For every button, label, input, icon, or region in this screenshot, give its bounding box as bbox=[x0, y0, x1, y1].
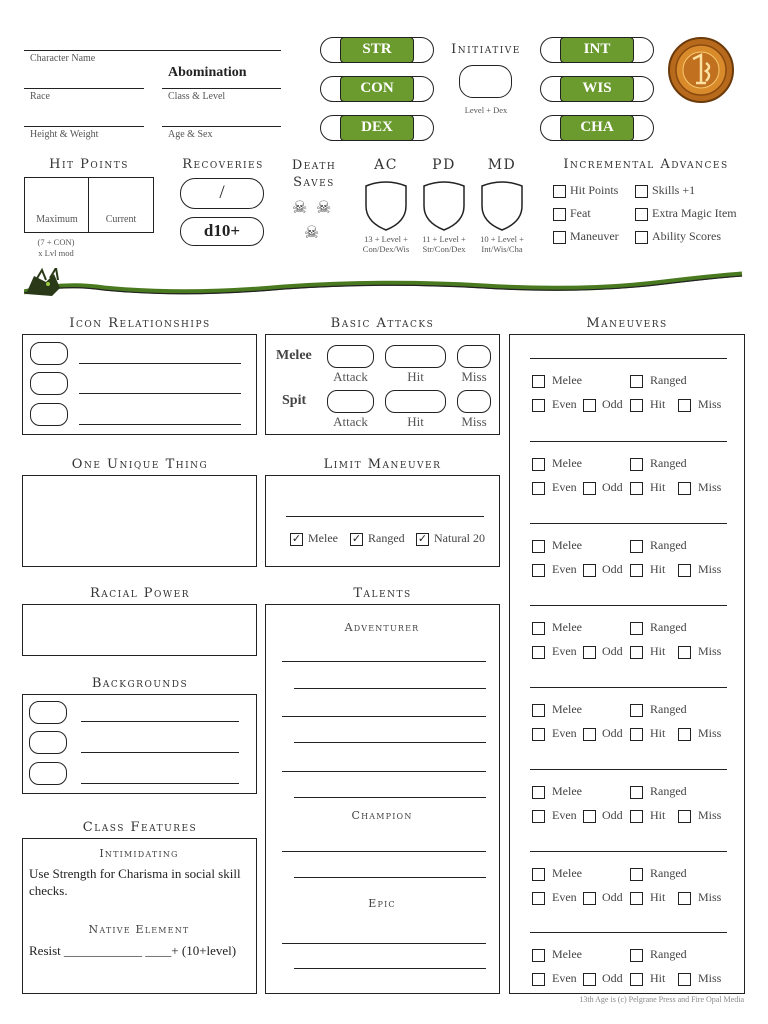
maneuver-even-checkbox[interactable] bbox=[532, 646, 545, 659]
maneuver-hit-label: Hit bbox=[650, 562, 666, 576]
maneuver-even-checkbox[interactable] bbox=[532, 810, 545, 823]
maneuver-melee-checkbox[interactable] bbox=[532, 622, 545, 635]
maneuvers-box bbox=[509, 334, 745, 994]
maneuver-even-label: Even bbox=[552, 397, 577, 411]
ac-shield-icon[interactable] bbox=[362, 178, 410, 237]
maneuver-name-line[interactable] bbox=[530, 851, 727, 852]
class-level-value: Abomination bbox=[168, 65, 247, 80]
limit-maneuver-line[interactable] bbox=[286, 516, 484, 517]
maneuver-miss-label: Miss bbox=[698, 644, 722, 658]
melee-attack-caption: Attack bbox=[333, 369, 368, 384]
race-line[interactable] bbox=[24, 88, 144, 89]
background-line[interactable] bbox=[81, 721, 239, 722]
maneuver-melee-label: Melee bbox=[552, 538, 582, 552]
hp-note-1: (7 + CON) bbox=[37, 237, 75, 247]
maneuver-miss-checkbox[interactable] bbox=[678, 810, 691, 823]
melee-hit-caption: Hit bbox=[407, 369, 424, 384]
maneuver-even-checkbox[interactable] bbox=[532, 482, 545, 495]
talent-line[interactable] bbox=[282, 943, 486, 944]
ac-title: AC bbox=[374, 157, 398, 173]
icon-relationship-points-input[interactable] bbox=[30, 403, 68, 426]
background-points-input[interactable] bbox=[29, 731, 67, 754]
background-points-input[interactable] bbox=[29, 762, 67, 785]
maneuver-odd-label: Odd bbox=[602, 480, 623, 494]
talent-line[interactable] bbox=[294, 688, 486, 689]
limit-maneuver-title: Limit Maneuver bbox=[323, 457, 442, 472]
limit-ranged-checkbox[interactable]: ✓ bbox=[351, 533, 362, 545]
stat-int-label: INT bbox=[560, 37, 634, 63]
maneuver-hit-label: Hit bbox=[650, 644, 666, 658]
maneuver-melee-label: Melee bbox=[552, 620, 582, 634]
maneuver-ranged-label: Ranged bbox=[650, 538, 687, 552]
class-level-line[interactable] bbox=[162, 88, 281, 89]
background-line[interactable] bbox=[81, 752, 239, 753]
pd-title: PD bbox=[432, 157, 456, 173]
feature-intimidating-text: Use Strength for Charisma in social skill checks. bbox=[29, 866, 241, 898]
maneuver-name-line[interactable] bbox=[530, 605, 727, 606]
stat-dex-label: DEX bbox=[340, 115, 414, 141]
icon-relationship-line[interactable] bbox=[79, 424, 241, 425]
race-label: Race bbox=[30, 91, 50, 102]
stat-dex[interactable] bbox=[320, 115, 434, 141]
game-logo-icon bbox=[668, 37, 734, 103]
maneuver-even-checkbox[interactable] bbox=[532, 973, 545, 986]
maneuver-even-label: Even bbox=[552, 808, 577, 822]
spit-miss-input[interactable] bbox=[457, 390, 491, 413]
maneuver-odd-label: Odd bbox=[602, 562, 623, 576]
maneuver-name-line[interactable] bbox=[530, 769, 727, 770]
stat-cha-label: CHA bbox=[560, 115, 634, 141]
maneuver-even-label: Even bbox=[552, 480, 577, 494]
talent-line[interactable] bbox=[294, 797, 486, 798]
icon-relationship-line[interactable] bbox=[79, 363, 241, 364]
stat-con[interactable] bbox=[320, 76, 434, 102]
recoveries-title: Recoveries bbox=[182, 157, 264, 172]
maneuver-odd-label: Odd bbox=[602, 890, 623, 904]
talent-line[interactable] bbox=[294, 877, 486, 878]
maneuver-melee-label: Melee bbox=[552, 456, 582, 470]
maneuver-even-checkbox[interactable] bbox=[532, 399, 545, 412]
stat-str[interactable] bbox=[320, 37, 434, 63]
stat-wis-label: WIS bbox=[560, 76, 634, 102]
backgrounds-box bbox=[22, 694, 257, 794]
advance-skills-checkbox[interactable] bbox=[635, 185, 648, 198]
melee-attack-input[interactable] bbox=[327, 345, 374, 368]
icon-relationships-box bbox=[22, 334, 257, 435]
md-shield-icon[interactable] bbox=[478, 178, 526, 237]
maneuver-melee-checkbox[interactable] bbox=[532, 458, 545, 471]
talent-line[interactable] bbox=[294, 968, 486, 969]
feature-native-element-title: Native Element bbox=[88, 923, 190, 936]
talent-champion-title: Champion bbox=[351, 809, 413, 822]
maneuver-ranged-checkbox[interactable] bbox=[630, 868, 643, 881]
icon-relationship-points-input[interactable] bbox=[30, 372, 68, 395]
pd-note: 11 + Level + Str/Con/Dex bbox=[422, 234, 466, 255]
melee-hit-input[interactable] bbox=[385, 345, 446, 368]
maneuver-hit-label: Hit bbox=[650, 726, 666, 740]
pd-shield-icon[interactable] bbox=[420, 178, 468, 237]
class-features-title: Class Features bbox=[82, 820, 198, 835]
maneuver-odd-label: Odd bbox=[602, 808, 623, 822]
backgrounds-title: Backgrounds bbox=[91, 676, 189, 691]
copyright-footer: 13th Age is (c) Pelgrane Press and Fire Opal Media bbox=[579, 995, 744, 1004]
maneuver-melee-label: Melee bbox=[552, 947, 582, 961]
death-saves-title-2: Saves bbox=[293, 175, 335, 190]
advance-label: Extra Magic Item bbox=[652, 206, 737, 220]
maneuver-melee-checkbox[interactable] bbox=[532, 949, 545, 962]
maneuver-even-checkbox[interactable] bbox=[532, 728, 545, 741]
class-level-label: Class & Level bbox=[168, 91, 226, 102]
maneuver-hit-checkbox[interactable] bbox=[630, 646, 643, 659]
melee-attack-label: Melee bbox=[276, 348, 312, 363]
recovery-die-input[interactable]: d10+ bbox=[180, 217, 264, 246]
maneuver-miss-label: Miss bbox=[698, 808, 722, 822]
maneuver-odd-checkbox[interactable] bbox=[583, 482, 596, 495]
maneuver-ranged-checkbox[interactable] bbox=[630, 458, 643, 471]
talent-line[interactable] bbox=[282, 771, 486, 772]
spit-attack-caption: Attack bbox=[333, 414, 368, 429]
height-weight-line[interactable] bbox=[24, 126, 144, 127]
maneuver-miss-checkbox[interactable] bbox=[678, 973, 691, 986]
maneuver-hit-checkbox[interactable] bbox=[630, 482, 643, 495]
stat-int[interactable] bbox=[540, 37, 654, 63]
basic-attacks-title: Basic Attacks bbox=[330, 316, 435, 331]
ac-note: 13 + Level + Con/Dex/Wis bbox=[362, 234, 410, 255]
racial-power-box[interactable] bbox=[22, 604, 257, 656]
maneuver-ranged-checkbox[interactable] bbox=[630, 949, 643, 962]
advance-hit-points-checkbox[interactable] bbox=[553, 185, 566, 198]
death-saves-title-1: Death bbox=[291, 158, 337, 173]
talents-title: Talents bbox=[353, 586, 412, 601]
talent-epic-title: Epic bbox=[368, 897, 396, 910]
maneuver-hit-label: Hit bbox=[650, 808, 666, 822]
hp-note-2: x Lvl mod bbox=[38, 248, 74, 258]
limit-natural20-checkbox[interactable]: ✓ bbox=[417, 533, 428, 545]
feature-native-element-text: Resist ____________ ____+ (10+level) bbox=[29, 943, 237, 958]
hp-maximum-label: Maximum bbox=[36, 214, 78, 225]
maneuver-odd-checkbox[interactable] bbox=[583, 973, 596, 986]
maneuver-name-line[interactable] bbox=[530, 441, 727, 442]
maneuver-ranged-label: Ranged bbox=[650, 373, 687, 387]
maneuver-ranged-label: Ranged bbox=[650, 456, 687, 470]
maneuver-hit-checkbox[interactable] bbox=[630, 564, 643, 577]
maneuver-hit-checkbox[interactable] bbox=[630, 973, 643, 986]
maneuver-miss-label: Miss bbox=[698, 562, 722, 576]
death-save-skull-icon[interactable]: ☠ bbox=[316, 198, 332, 217]
advance-label: Skills +1 bbox=[652, 183, 696, 197]
maneuver-miss-label: Miss bbox=[698, 890, 722, 904]
stat-str-label: STR bbox=[340, 37, 414, 63]
maneuver-melee-label: Melee bbox=[552, 702, 582, 716]
talent-line[interactable] bbox=[282, 851, 486, 852]
advance-ability-scores-checkbox[interactable] bbox=[635, 231, 648, 244]
maneuver-odd-checkbox[interactable] bbox=[583, 892, 596, 905]
maneuver-miss-checkbox[interactable] bbox=[678, 646, 691, 659]
maneuver-hit-checkbox[interactable] bbox=[630, 728, 643, 741]
talent-line[interactable] bbox=[282, 661, 486, 662]
spit-hit-input[interactable] bbox=[385, 390, 446, 413]
character-name-label: Character Name bbox=[30, 53, 96, 64]
maneuver-even-label: Even bbox=[552, 726, 577, 740]
maneuver-name-line[interactable] bbox=[530, 932, 727, 933]
maneuver-hit-checkbox[interactable] bbox=[630, 892, 643, 905]
advance-label: Hit Points bbox=[570, 183, 619, 197]
talent-line[interactable] bbox=[282, 716, 486, 717]
maneuver-melee-checkbox[interactable] bbox=[532, 540, 545, 553]
maneuver-odd-label: Odd bbox=[602, 397, 623, 411]
hp-current-label: Current bbox=[105, 214, 137, 225]
stat-cha[interactable] bbox=[540, 115, 654, 141]
background-line[interactable] bbox=[81, 783, 239, 784]
maneuver-miss-checkbox[interactable] bbox=[678, 399, 691, 412]
maneuver-miss-checkbox[interactable] bbox=[678, 728, 691, 741]
spit-miss-caption: Miss bbox=[461, 414, 487, 429]
character-name-line[interactable] bbox=[24, 50, 281, 51]
maneuver-miss-checkbox[interactable] bbox=[678, 482, 691, 495]
incremental-advances-title: Incremental Advances bbox=[563, 157, 729, 172]
melee-miss-caption: Miss bbox=[461, 369, 487, 384]
md-title: MD bbox=[487, 157, 517, 173]
advance-maneuver-checkbox[interactable] bbox=[553, 231, 566, 244]
basic-attacks-box bbox=[265, 334, 500, 435]
initiative-input[interactable] bbox=[459, 65, 512, 98]
stat-con-label: CON bbox=[340, 76, 414, 102]
maneuver-odd-label: Odd bbox=[602, 971, 623, 985]
maneuver-name-line[interactable] bbox=[530, 358, 727, 359]
advance-label: Maneuver bbox=[570, 229, 619, 243]
maneuver-hit-label: Hit bbox=[650, 971, 666, 985]
melee-miss-input[interactable] bbox=[457, 345, 491, 368]
initiative-title: Initiative bbox=[451, 42, 521, 57]
limit-melee-checkbox[interactable]: ✓ bbox=[291, 533, 302, 545]
maneuver-hit-checkbox[interactable] bbox=[630, 810, 643, 823]
md-note: 10 + Level + Int/Wis/Cha bbox=[480, 234, 524, 255]
maneuver-ranged-checkbox[interactable] bbox=[630, 704, 643, 717]
advance-feat-checkbox[interactable] bbox=[553, 208, 566, 221]
advance-label: Feat bbox=[570, 206, 591, 220]
feature-intimidating-title: Intimidating bbox=[99, 847, 179, 860]
maneuver-ranged-checkbox[interactable] bbox=[630, 622, 643, 635]
stat-wis[interactable] bbox=[540, 76, 654, 102]
maneuver-hit-label: Hit bbox=[650, 890, 666, 904]
maneuver-odd-checkbox[interactable] bbox=[583, 399, 596, 412]
maneuver-even-checkbox[interactable] bbox=[532, 892, 545, 905]
maneuver-melee-checkbox[interactable] bbox=[532, 868, 545, 881]
maneuver-even-label: Even bbox=[552, 562, 577, 576]
icon-relationship-points-input[interactable] bbox=[30, 342, 68, 365]
talent-adventurer-title: Adventurer bbox=[344, 621, 420, 634]
maneuver-miss-label: Miss bbox=[698, 480, 722, 494]
maneuver-odd-checkbox[interactable] bbox=[583, 810, 596, 823]
one-unique-thing-title: One Unique Thing bbox=[71, 457, 209, 472]
age-sex-label: Age & Sex bbox=[168, 129, 213, 140]
maneuver-name-line[interactable] bbox=[530, 687, 727, 688]
maneuver-miss-label: Miss bbox=[698, 726, 722, 740]
maneuver-melee-checkbox[interactable] bbox=[532, 375, 545, 388]
maneuver-melee-label: Melee bbox=[552, 866, 582, 880]
maneuver-odd-checkbox[interactable] bbox=[583, 646, 596, 659]
maneuver-melee-checkbox[interactable] bbox=[532, 786, 545, 799]
talents-box bbox=[265, 604, 500, 994]
class-features-box bbox=[22, 838, 257, 994]
maneuver-miss-label: Miss bbox=[698, 971, 722, 985]
racial-power-title: Racial Power bbox=[89, 586, 191, 601]
maneuver-even-label: Even bbox=[552, 890, 577, 904]
advance-magic-item-checkbox[interactable] bbox=[635, 208, 648, 221]
maneuver-melee-checkbox[interactable] bbox=[532, 704, 545, 717]
maneuver-ranged-label: Ranged bbox=[650, 947, 687, 961]
limit-melee-label: Melee bbox=[308, 531, 338, 545]
maneuver-hit-label: Hit bbox=[650, 397, 666, 411]
death-save-skull-icon[interactable]: ☠ bbox=[304, 223, 320, 242]
maneuver-even-label: Even bbox=[552, 971, 577, 985]
maneuver-odd-label: Odd bbox=[602, 726, 623, 740]
maneuver-ranged-checkbox[interactable] bbox=[630, 375, 643, 388]
maneuver-ranged-checkbox[interactable] bbox=[630, 786, 643, 799]
maneuver-ranged-label: Ranged bbox=[650, 620, 687, 634]
background-points-input[interactable] bbox=[29, 701, 67, 724]
maneuver-miss-checkbox[interactable] bbox=[678, 892, 691, 905]
icon-relationships-title: Icon Relationships bbox=[69, 316, 211, 331]
maneuver-ranged-label: Ranged bbox=[650, 784, 687, 798]
recoveries-count-input[interactable]: / bbox=[180, 178, 264, 209]
icon-relationship-line[interactable] bbox=[79, 393, 241, 394]
one-unique-thing-box[interactable] bbox=[22, 475, 257, 567]
initiative-note: Level + Dex bbox=[464, 105, 508, 115]
maneuver-ranged-label: Ranged bbox=[650, 866, 687, 880]
spit-attack-label: Spit bbox=[282, 393, 307, 408]
maneuver-even-label: Even bbox=[552, 644, 577, 658]
spit-hit-caption: Hit bbox=[407, 414, 424, 429]
maneuver-melee-label: Melee bbox=[552, 373, 582, 387]
maneuver-name-line[interactable] bbox=[530, 523, 727, 524]
maneuver-hit-checkbox[interactable] bbox=[630, 399, 643, 412]
height-weight-label: Height & Weight bbox=[30, 129, 99, 140]
spit-attack-input[interactable] bbox=[327, 390, 374, 413]
maneuver-melee-label: Melee bbox=[552, 784, 582, 798]
maneuver-odd-checkbox[interactable] bbox=[583, 728, 596, 741]
limit-natural20-label: Natural 20 bbox=[434, 531, 485, 545]
talent-line[interactable] bbox=[294, 742, 486, 743]
age-sex-line[interactable] bbox=[162, 126, 281, 127]
advance-label: Ability Scores bbox=[652, 229, 721, 243]
maneuver-even-checkbox[interactable] bbox=[532, 564, 545, 577]
limit-ranged-label: Ranged bbox=[368, 531, 405, 545]
maneuvers-title: Maneuvers bbox=[586, 316, 668, 331]
decorative-divider-icon bbox=[24, 268, 744, 298]
maneuver-miss-label: Miss bbox=[698, 397, 722, 411]
death-saves-title bbox=[284, 157, 344, 191]
maneuver-odd-checkbox[interactable] bbox=[583, 564, 596, 577]
hit-points-title: Hit Points bbox=[49, 157, 129, 172]
limit-maneuver-box bbox=[265, 475, 500, 567]
maneuver-odd-label: Odd bbox=[602, 644, 623, 658]
maneuver-hit-label: Hit bbox=[650, 480, 666, 494]
maneuver-ranged-label: Ranged bbox=[650, 702, 687, 716]
maneuver-ranged-checkbox[interactable] bbox=[630, 540, 643, 553]
maneuver-miss-checkbox[interactable] bbox=[678, 564, 691, 577]
death-save-skull-icon[interactable]: ☠ bbox=[292, 198, 308, 217]
